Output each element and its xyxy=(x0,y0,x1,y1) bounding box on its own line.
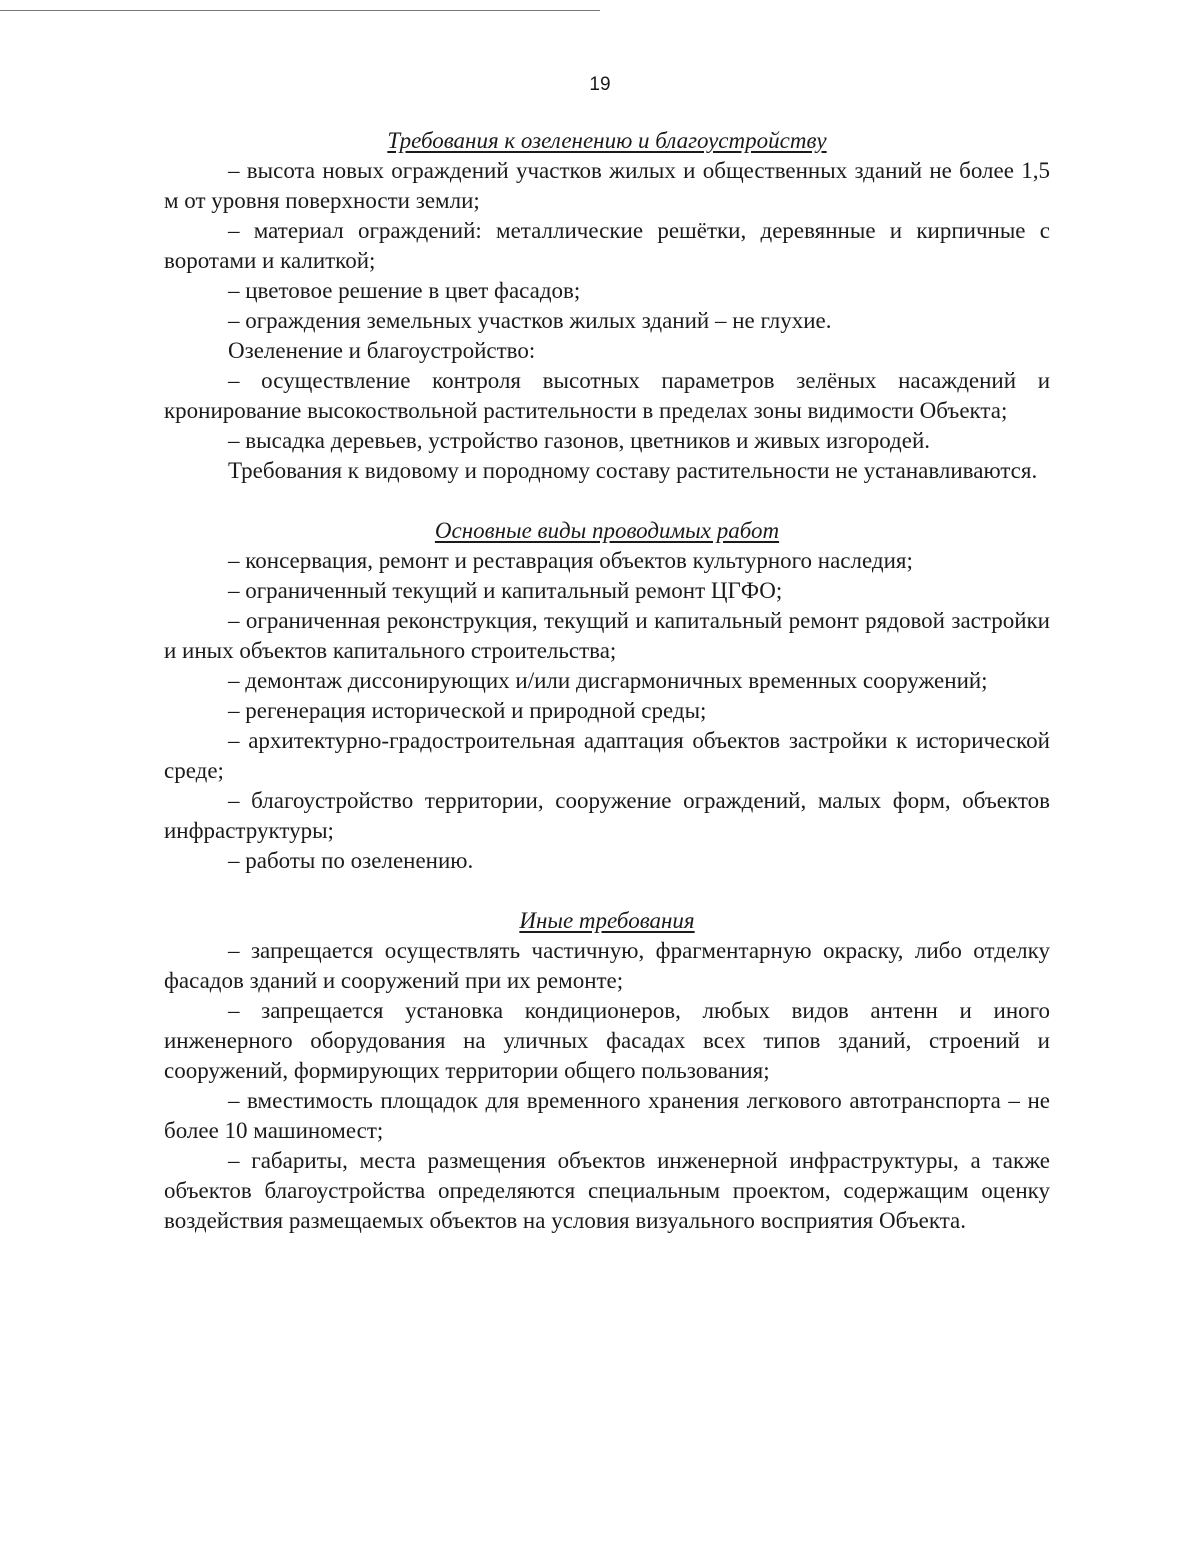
paragraph: – консервация, ремонт и реставрация объектов культурного наследия; xyxy=(228,548,913,573)
paragraph: – габариты, места размещения объектов инженерной инфраструктуры, а также объектов благоустройства определяются специальным проектом, содержащим оценку воздействия размещаемых объектов на условия визуального восприятия Объекта. xyxy=(164,1148,1050,1233)
paragraph: – вместимость площадок для временного хранения легкового автотранспорта – не более 10 машиномест; xyxy=(164,1088,1050,1143)
paragraph: – запрещается установка кондиционеров, любых видов антенн и иного инженерного оборудования на уличных фасадах всех типов зданий, строений и сооружений, формирующих территории общего пользования; xyxy=(164,998,1050,1083)
section-heading: Требования к озеленению и благоустройству xyxy=(387,128,827,153)
paragraph: – цветовое решение в цвет фасадов; xyxy=(228,278,581,303)
section-heading: Основные виды проводимых работ xyxy=(434,518,780,543)
paragraph: – ограждения земельных участков жилых зданий – не глухие. xyxy=(228,308,832,333)
section-main-works xyxy=(164,516,1050,876)
page-number: 19 xyxy=(589,74,611,95)
scan-edge-rule xyxy=(0,10,600,11)
paragraph: – материал ограждений: металлические решётки, деревянные и кирпичные с воротами и калиткой; xyxy=(164,218,1050,273)
paragraph: Озеленение и благоустройство: xyxy=(228,338,536,363)
paragraph: – благоустройство территории, сооружение ограждений, малых форм, объектов инфраструктуры; xyxy=(164,788,1050,843)
paragraph: – работы по озеленению. xyxy=(228,848,474,873)
paragraph: – ограниченная реконструкция, текущий и капитальный ремонт рядовой застройки и иных объектов капитального строительства; xyxy=(164,608,1050,663)
section-landscaping xyxy=(164,126,1050,486)
section-heading: Иные требования xyxy=(519,908,695,933)
paragraph: – высадка деревьев, устройство газонов, цветников и живых изгородей. xyxy=(228,428,931,453)
paragraph: Требования к видовому и породному составу растительности не устанавливаются. xyxy=(228,458,1038,483)
paragraph: – ограниченный текущий и капитальный ремонт ЦГФО; xyxy=(228,578,783,603)
paragraph: – демонтаж диссонирующих и/или дисгармоничных временных сооружений; xyxy=(228,668,988,693)
document-body xyxy=(164,126,1050,1236)
paragraph: – регенерация исторической и природной среды; xyxy=(228,698,707,723)
paragraph: – осуществление контроля высотных параметров зелёных насаждений и кронирование высокоствольной растительности в пределах зоны видимости Объекта; xyxy=(164,368,1050,423)
paragraph: – запрещается осуществлять частичную, фрагментарную окраску, либо отделку фасадов зданий и сооружений при их ремонте; xyxy=(164,938,1050,993)
paragraph: – высота новых ограждений участков жилых и общественных зданий не более 1,5 м от уровня поверхности земли; xyxy=(164,158,1050,213)
section-other-requirements xyxy=(164,906,1050,1236)
paragraph: – архитектурно-градостроительная адаптация объектов застройки к исторической среде; xyxy=(164,728,1050,783)
